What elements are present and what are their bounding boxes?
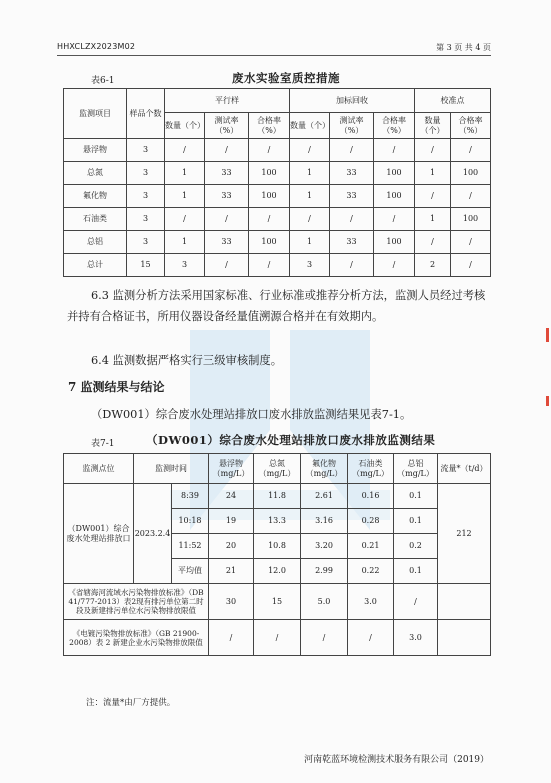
table-cell: / bbox=[451, 254, 491, 277]
table-cell: 3 bbox=[127, 231, 165, 254]
table-cell: / bbox=[209, 620, 254, 656]
table-cell bbox=[438, 620, 491, 656]
table-cell: 100 bbox=[374, 185, 415, 208]
doc-number: HHXCLZX2023M02 bbox=[57, 42, 136, 51]
table-cell: / bbox=[301, 620, 348, 656]
row-label: 氟化物 bbox=[64, 185, 127, 208]
table-cell: / bbox=[374, 208, 415, 231]
table-cell: / bbox=[330, 254, 374, 277]
sample-time: 10:18 bbox=[172, 509, 209, 534]
table-cell: 19 bbox=[209, 509, 254, 534]
sub-header: 测试率（%） bbox=[205, 113, 249, 139]
col-header: 氟化物（mg/L） bbox=[301, 454, 348, 484]
table-cell: 100 bbox=[374, 231, 415, 254]
sub-header: 合格率（%） bbox=[374, 113, 415, 139]
table-cell: / bbox=[374, 139, 415, 162]
table-cell: 33 bbox=[205, 231, 249, 254]
table-cell: 3.20 bbox=[301, 534, 348, 559]
table-cell: 15 bbox=[254, 584, 301, 620]
table-cell: / bbox=[290, 139, 330, 162]
table-note: 注：流量*由厂方提供。 bbox=[86, 698, 176, 708]
table-cell: 3 bbox=[290, 254, 330, 277]
row-label: 总计 bbox=[64, 254, 127, 277]
table-cell: 2.99 bbox=[301, 559, 348, 584]
sample-time: 8:39 bbox=[172, 484, 209, 509]
sub-header: 合格率（%） bbox=[249, 113, 290, 139]
table-cell: / bbox=[415, 231, 451, 254]
standard-label: 《电镀污染物排放标准》（GB 21900-2008）表 2 新建企业水污染物排放限值 bbox=[64, 620, 209, 656]
table-cell: 3.0 bbox=[394, 620, 438, 656]
table-cell: 3 bbox=[127, 208, 165, 231]
table-row bbox=[64, 208, 491, 231]
table-cell: 13.3 bbox=[254, 509, 301, 534]
table-cell: / bbox=[249, 139, 290, 162]
table-cell: 1 bbox=[165, 185, 205, 208]
row-label: 总铝 bbox=[64, 231, 127, 254]
sub-header: 数量（个） bbox=[165, 113, 205, 139]
table-cell: 0.28 bbox=[348, 509, 394, 534]
standard-label: 《省辖海河流域水污染物排放标准》（DB 41/777-2013）表2现有排污单位第二时段及新建排污单位水污染物排放限值 bbox=[64, 584, 209, 620]
edge-mark bbox=[546, 328, 549, 342]
sub-header: 数量（个） bbox=[415, 113, 451, 139]
table-cell: 1 bbox=[415, 208, 451, 231]
page-header bbox=[57, 40, 491, 56]
table-cell: 100 bbox=[249, 185, 290, 208]
row-label: 石油类 bbox=[64, 208, 127, 231]
table-cell: 3 bbox=[127, 185, 165, 208]
row-label: 总氮 bbox=[64, 162, 127, 185]
table-cell: 33 bbox=[205, 162, 249, 185]
table-cell: 2.61 bbox=[301, 484, 348, 509]
sub-header: 合格率（%） bbox=[451, 113, 491, 139]
table-cell: 0.22 bbox=[348, 559, 394, 584]
table-cell: 33 bbox=[330, 231, 374, 254]
table-cell: / bbox=[451, 185, 491, 208]
table-cell: 0.2 bbox=[394, 534, 438, 559]
col-header: 监测时间 bbox=[134, 454, 209, 484]
paragraph-6-3: 6.3 监测分析方法采用国家标准、行业标准或推荐分析方法，监测人员经过考核并持有合格证书，所用仪器设备经量值溯源合格并在有效期内。 bbox=[67, 289, 486, 323]
table-cell: 100 bbox=[374, 162, 415, 185]
table-cell bbox=[438, 584, 491, 620]
table2-title: （DW001）综合废水处理站排放口废水排放监测结果 bbox=[146, 433, 436, 447]
table-cell: / bbox=[205, 139, 249, 162]
col-group-header: 平行样 bbox=[165, 89, 290, 113]
row-label: 悬浮物 bbox=[64, 139, 127, 162]
sub-header: 数量（个） bbox=[290, 113, 330, 139]
table-row bbox=[64, 185, 491, 208]
table-cell: 1 bbox=[290, 231, 330, 254]
results-table bbox=[63, 453, 491, 656]
table-cell: 5.0 bbox=[301, 584, 348, 620]
table-cell: / bbox=[415, 185, 451, 208]
col-header: 监测点位 bbox=[64, 454, 134, 484]
page-number: 第 3 页 共 4 页 bbox=[436, 43, 491, 52]
table-cell: 3 bbox=[165, 254, 205, 277]
sub-header: 测试率（%） bbox=[330, 113, 374, 139]
col-header: 样品个数 bbox=[127, 89, 165, 139]
section-heading-7: 7 监测结果与结论 bbox=[68, 380, 165, 394]
table-cell: 33 bbox=[205, 185, 249, 208]
table-cell: / bbox=[249, 254, 290, 277]
company-footer: 河南乾蓝环境检测技术服务有限公司（2019） bbox=[304, 755, 489, 765]
table-cell: 0.1 bbox=[394, 484, 438, 509]
table-cell: 100 bbox=[451, 208, 491, 231]
table-cell: 1 bbox=[165, 231, 205, 254]
table-cell: 33 bbox=[330, 185, 374, 208]
col-header: 监测项目 bbox=[64, 89, 127, 139]
table-cell: / bbox=[348, 620, 394, 656]
table-cell: 0.1 bbox=[394, 559, 438, 584]
sample-time: 11:52 bbox=[172, 534, 209, 559]
table-cell: 1 bbox=[290, 162, 330, 185]
table-cell: 21 bbox=[209, 559, 254, 584]
paragraph-6-4: 6.4 监测数据严格实行三级审核制度。 bbox=[91, 354, 283, 367]
sample-time: 平均值 bbox=[172, 559, 209, 584]
table-cell: 12.0 bbox=[254, 559, 301, 584]
table-cell: / bbox=[330, 139, 374, 162]
table-cell: 20 bbox=[209, 534, 254, 559]
monitoring-point: （DW001）综合废水处理站排放口 bbox=[64, 484, 134, 584]
table-cell: 1 bbox=[165, 162, 205, 185]
table-cell: / bbox=[290, 208, 330, 231]
table-cell: 24 bbox=[209, 484, 254, 509]
table-row bbox=[64, 162, 491, 185]
col-header: 总铝（mg/L） bbox=[394, 454, 438, 484]
table-cell: 1 bbox=[290, 185, 330, 208]
col-group-header: 校准点 bbox=[415, 89, 491, 113]
table-cell: / bbox=[451, 139, 491, 162]
table-cell: 0.21 bbox=[348, 534, 394, 559]
table-cell: / bbox=[451, 231, 491, 254]
table-cell: / bbox=[415, 139, 451, 162]
table-cell: 10.8 bbox=[254, 534, 301, 559]
table-cell: 11.8 bbox=[254, 484, 301, 509]
col-header: 悬浮物（mg/L） bbox=[209, 454, 254, 484]
flow-value: 212 bbox=[438, 484, 491, 584]
table-cell: 3.0 bbox=[348, 584, 394, 620]
table-cell: 100 bbox=[451, 162, 491, 185]
table-cell: / bbox=[205, 208, 249, 231]
table-cell: 15 bbox=[127, 254, 165, 277]
col-group-header: 加标回收 bbox=[290, 89, 415, 113]
table-cell: 100 bbox=[249, 231, 290, 254]
paragraph-7: （DW001）综合废水处理站排放口废水排放监测结果见表7-1。 bbox=[91, 408, 412, 421]
table-cell: 33 bbox=[330, 162, 374, 185]
col-header: 石油类（mg/L） bbox=[348, 454, 394, 484]
table-row-standard bbox=[64, 584, 491, 620]
table-cell: 3 bbox=[127, 162, 165, 185]
table-cell: 100 bbox=[249, 162, 290, 185]
table-cell: 2 bbox=[415, 254, 451, 277]
col-header: 总氮（mg/L） bbox=[254, 454, 301, 484]
table-cell: / bbox=[374, 254, 415, 277]
col-header: 流量*（t/d） bbox=[438, 454, 491, 484]
table2-caption: 表7-1 bbox=[91, 439, 115, 449]
table-cell: 3.16 bbox=[301, 509, 348, 534]
table-cell: 3 bbox=[127, 139, 165, 162]
monitoring-date: 2023.2.4 bbox=[134, 484, 172, 584]
table-cell: 1 bbox=[415, 162, 451, 185]
edge-mark bbox=[546, 396, 549, 406]
table-row-total bbox=[64, 254, 491, 277]
table-cell: / bbox=[165, 208, 205, 231]
table-cell: / bbox=[205, 254, 249, 277]
table-cell: / bbox=[249, 208, 290, 231]
table1-caption: 表6-1 bbox=[91, 76, 115, 86]
table-cell: / bbox=[254, 620, 301, 656]
qc-table bbox=[63, 88, 491, 277]
table-row bbox=[64, 231, 491, 254]
table-cell: 0.16 bbox=[348, 484, 394, 509]
table-cell: / bbox=[165, 139, 205, 162]
table-row bbox=[64, 484, 491, 509]
table-cell: 30 bbox=[209, 584, 254, 620]
table-cell: / bbox=[330, 208, 374, 231]
table-row-standard bbox=[64, 620, 491, 656]
table-cell: 0.1 bbox=[394, 509, 438, 534]
table1-title: 废水实验室质控措施 bbox=[232, 71, 340, 85]
table-cell: / bbox=[394, 584, 438, 620]
table-row bbox=[64, 139, 491, 162]
